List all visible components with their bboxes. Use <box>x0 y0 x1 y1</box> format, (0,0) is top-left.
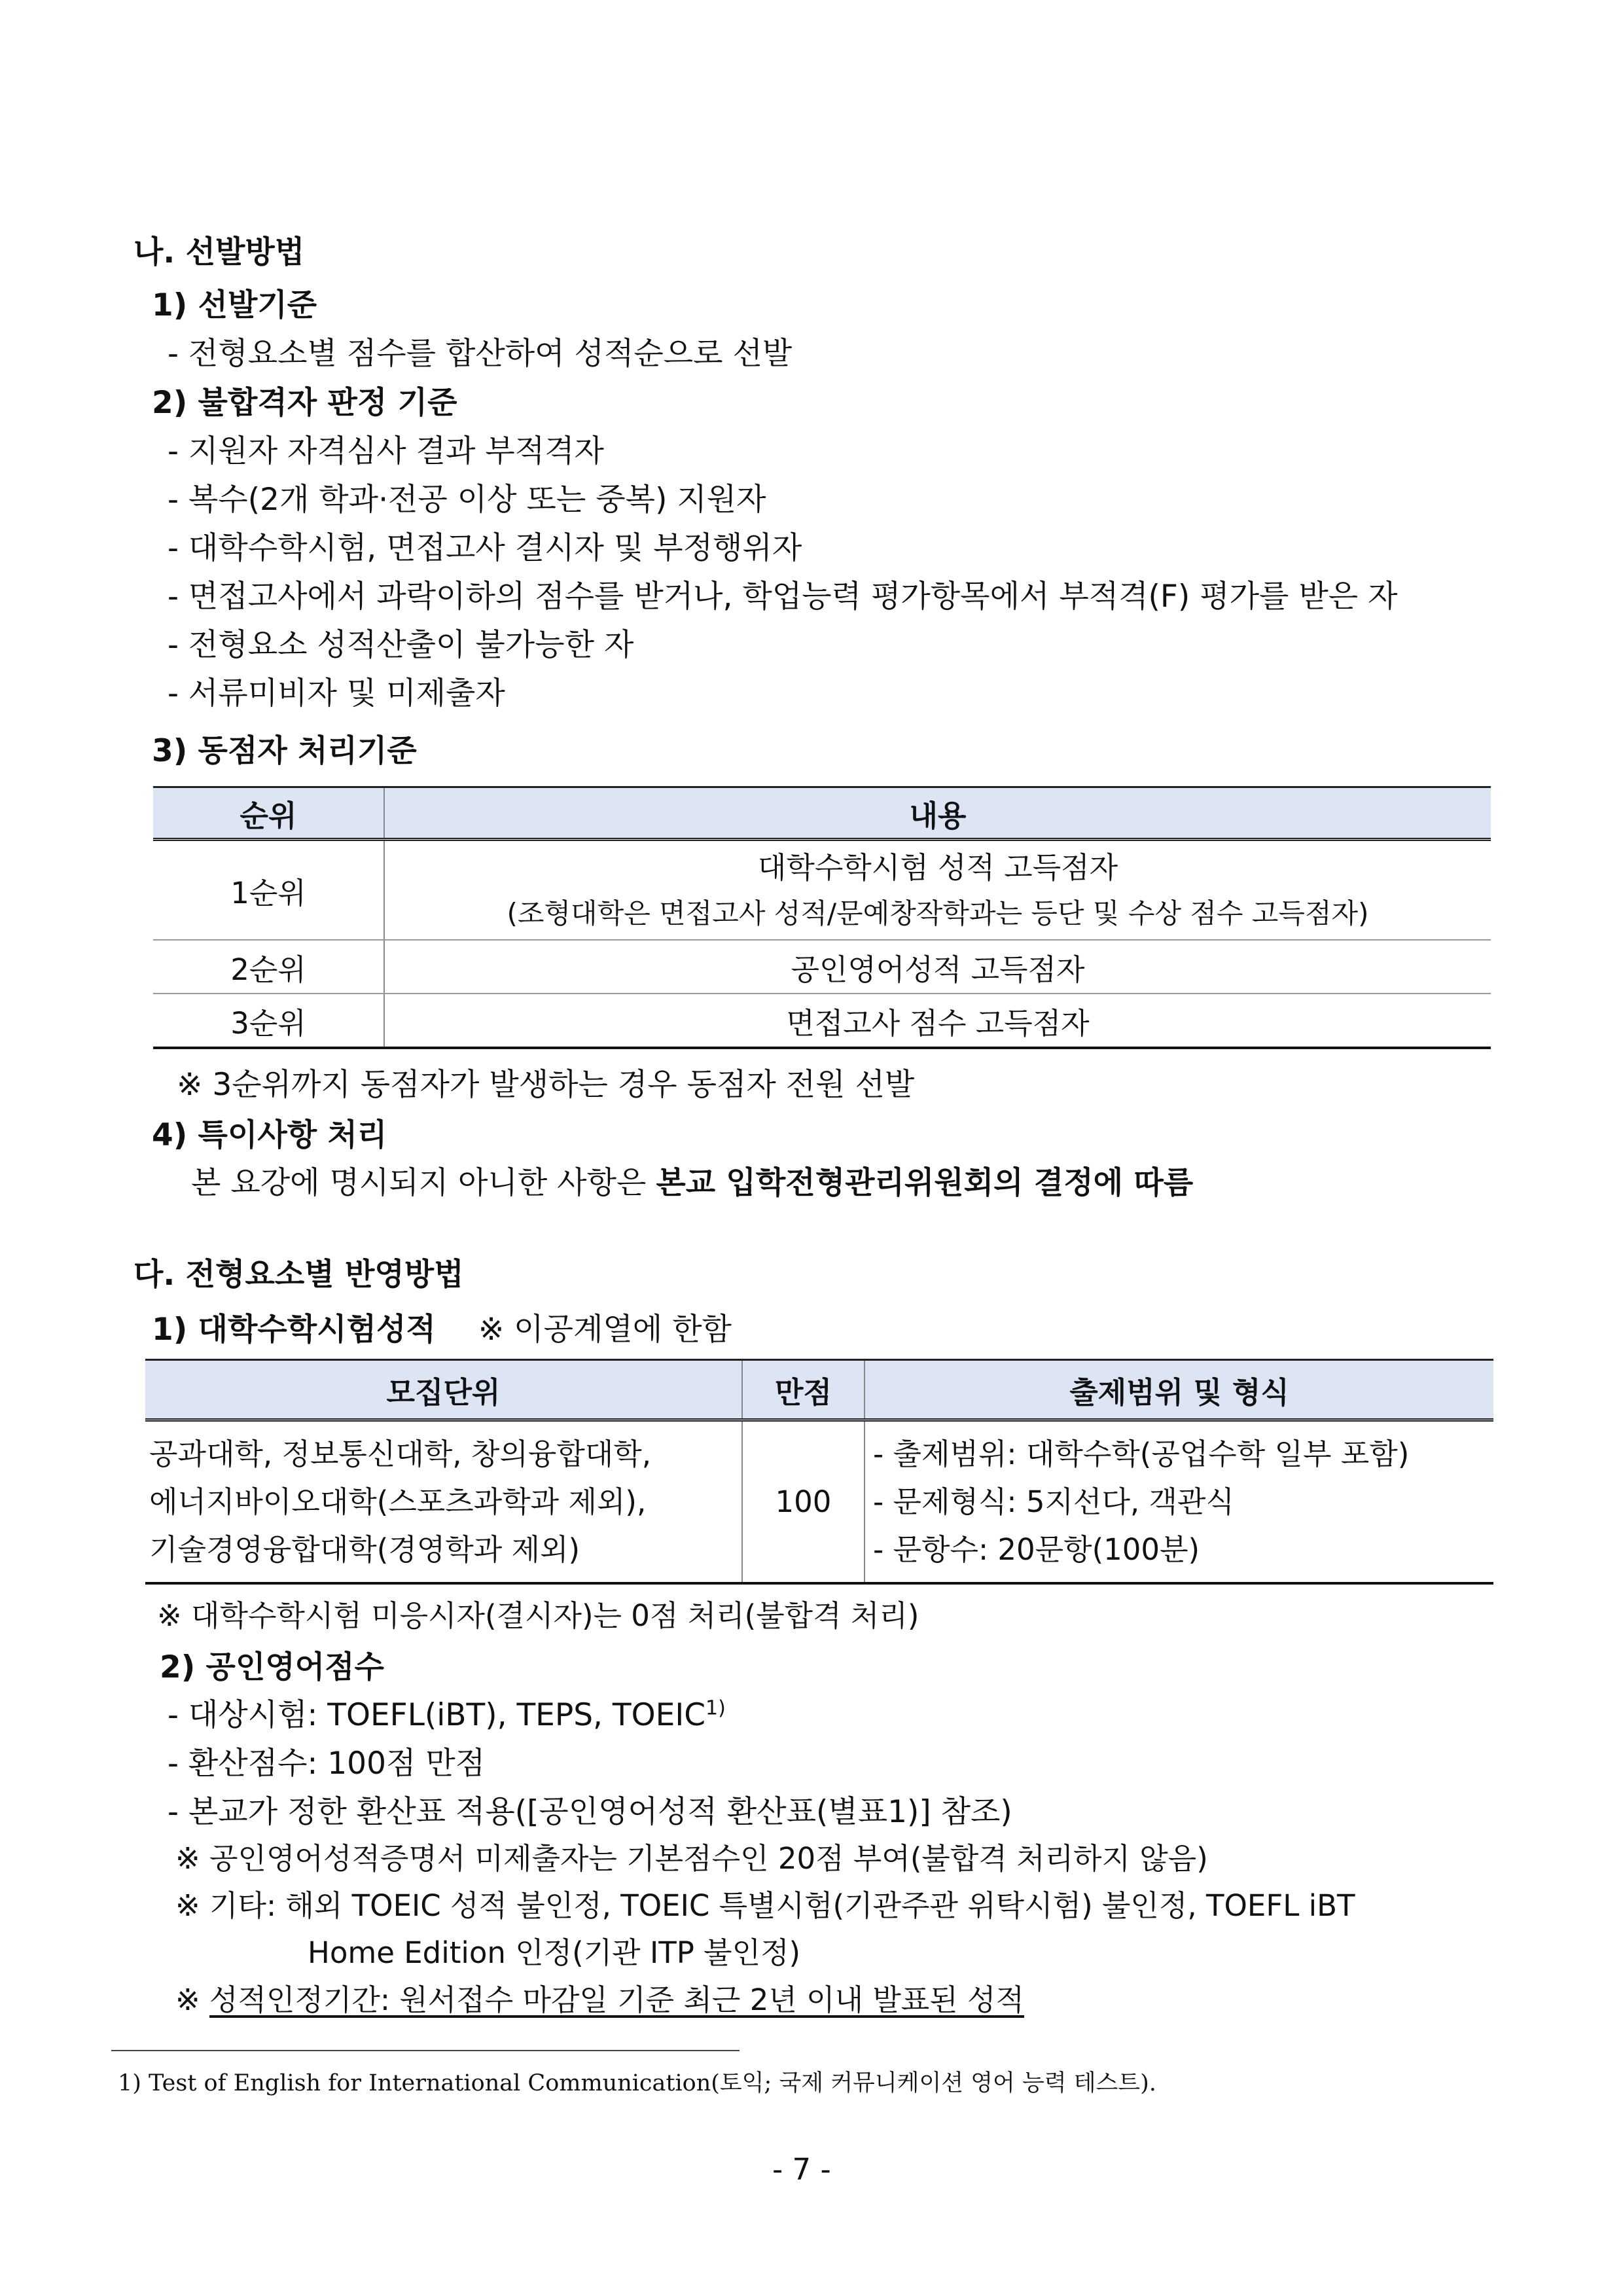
english-note-period <box>175 1976 1024 2018</box>
recruit-unit-line: 기술경영융합대학(경영학과 제외) <box>149 1532 580 1567</box>
header-scope-format: 출제범위 및 형식 <box>865 1360 1493 1420</box>
fail-criteria-item: - 서류미비자 및 미제출자 <box>168 675 505 711</box>
criteria-item: - 전형요소별 점수를 합산하여 성적순으로 선발 <box>168 336 793 372</box>
header-recruit-unit: 모집단위 <box>145 1360 742 1420</box>
special-cases-bold: 본교 입학전형관리위원회의 결정에 따름 <box>656 1165 1194 1201</box>
math-note: ※ 대학수학시험 미응시자(결시자)는 0점 처리(불합격 처리) <box>157 1598 919 1633</box>
english-target-line <box>168 1691 726 1734</box>
subsection-title-english: 2) 공인영어점수 <box>160 1649 384 1685</box>
tie-break-table <box>153 786 1491 1049</box>
recruit-unit-line: 공과대학, 정보통신대학, 창의융합대학, <box>149 1437 652 1471</box>
fail-criteria-item: - 복수(2개 학과·전공 이상 또는 중복) 지원자 <box>168 482 766 518</box>
english-target: - 대상시험: TOEFL(iBT), TEPS, TOEIC <box>168 1697 706 1733</box>
subsection-title-tie-criteria: 3) 동점자 처리기준 <box>152 733 417 769</box>
header-content: 내용 <box>384 787 1491 840</box>
rank-cell: 1순위 <box>153 840 384 941</box>
content-line: 대학수학시험 성적 고득점자 <box>757 850 1118 886</box>
footnote: 1) Test of English for International Communication(토익; 국제 커뮤니케이션 영어 능력 테스트). <box>118 2070 1156 2096</box>
fail-criteria-item: - 대학수학시험, 면접고사 결시자 및 부정행위자 <box>168 530 802 566</box>
fail-criteria-item: - 면접고사에서 과락이하의 점수를 받거나, 학업능력 평가항목에서 부적격(F) 평가를 받은 자 <box>168 579 1398 615</box>
fail-criteria-item: - 지원자 자격심사 결과 부적격자 <box>168 433 604 469</box>
english-note-other-cont: Home Edition 인정(기관 ITP 불인정) <box>308 1935 801 1970</box>
table-header-row <box>145 1360 1493 1420</box>
english-note-other: ※ 기타: 해외 TOEIC 성적 불인정, TOEIC 특별시험(기관주관 위탁시험) 불인정, TOEFL iBT <box>175 1888 1355 1923</box>
english-score: - 환산점수: 100점 만점 <box>168 1746 486 1782</box>
subsection-title-math-row <box>152 1305 732 1349</box>
tie-note: ※ 3순위까지 동점자가 발생하는 경우 동점자 전원 선발 <box>177 1067 915 1103</box>
english-note-missing: ※ 공인영어성적증명서 미제출자는 기본점수인 20점 부여(불합격 처리하지 않음) <box>175 1841 1208 1876</box>
table-row <box>153 994 1491 1048</box>
subsection-title-criteria: 1) 선발기준 <box>152 287 317 323</box>
table-header-row <box>153 787 1491 840</box>
table-row <box>145 1420 1493 1584</box>
rank-cell: 3순위 <box>153 994 384 1048</box>
special-cases-plain: 본 요강에 명시되지 아니한 사항은 <box>191 1165 656 1201</box>
section-title-evaluation-method: 다. 전형요소별 반영방법 <box>134 1257 464 1293</box>
table-row <box>153 940 1491 994</box>
subsection-title-special-cases: 4) 특이사항 처리 <box>152 1117 387 1153</box>
section-title-selection-method: 나. 선발방법 <box>134 234 305 270</box>
content-cell <box>384 840 1491 941</box>
recruit-unit-cell <box>145 1420 742 1584</box>
scope-format-line: - 출제범위: 대학수학(공업수학 일부 포함) <box>873 1437 1410 1471</box>
english-conversion: - 본교가 정한 환산표 적용([공인영어성적 환산표(별표1)] 참조) <box>168 1794 1012 1830</box>
math-exam-table <box>145 1359 1493 1585</box>
scope-format-line: - 문항수: 20문항(100분) <box>873 1532 1200 1567</box>
note-mark: ※ <box>175 1982 210 2017</box>
footnote-divider <box>111 2050 740 2051</box>
content-line: (조형대학은 면접고사 성적/문예창작학과는 등단 및 수상 점수 고득점자) <box>507 897 1369 930</box>
subsection-title-math: 1) 대학수학시험성적 <box>152 1312 436 1348</box>
special-cases-text <box>191 1158 1193 1202</box>
header-rank: 순위 <box>153 787 384 840</box>
footnote-marker: 1) <box>705 1696 726 1720</box>
max-score-cell: 100 <box>742 1420 865 1584</box>
content-cell: 공인영어성적 고득점자 <box>384 940 1491 994</box>
page-number: - 7 - <box>772 2152 831 2187</box>
validity-period-text: 성적인정기간: 원서접수 마감일 기준 최근 2년 이내 발표된 성적 <box>209 1982 1024 2017</box>
recruit-unit-line: 에너지바이오대학(스포츠과학과 제외), <box>149 1484 647 1519</box>
math-title-note: ※ 이공계열에 한함 <box>478 1312 732 1348</box>
rank-cell: 2순위 <box>153 940 384 994</box>
scope-format-cell <box>865 1420 1493 1584</box>
header-max-score: 만점 <box>742 1360 865 1420</box>
fail-criteria-item: - 전형요소 성적산출이 불가능한 자 <box>168 627 634 663</box>
subsection-title-fail-criteria: 2) 불합격자 판정 기준 <box>152 385 457 421</box>
scope-format-line: - 문제형식: 5지선다, 객관식 <box>873 1484 1234 1519</box>
table-row <box>153 840 1491 941</box>
content-cell: 면접고사 점수 고득점자 <box>384 994 1491 1048</box>
